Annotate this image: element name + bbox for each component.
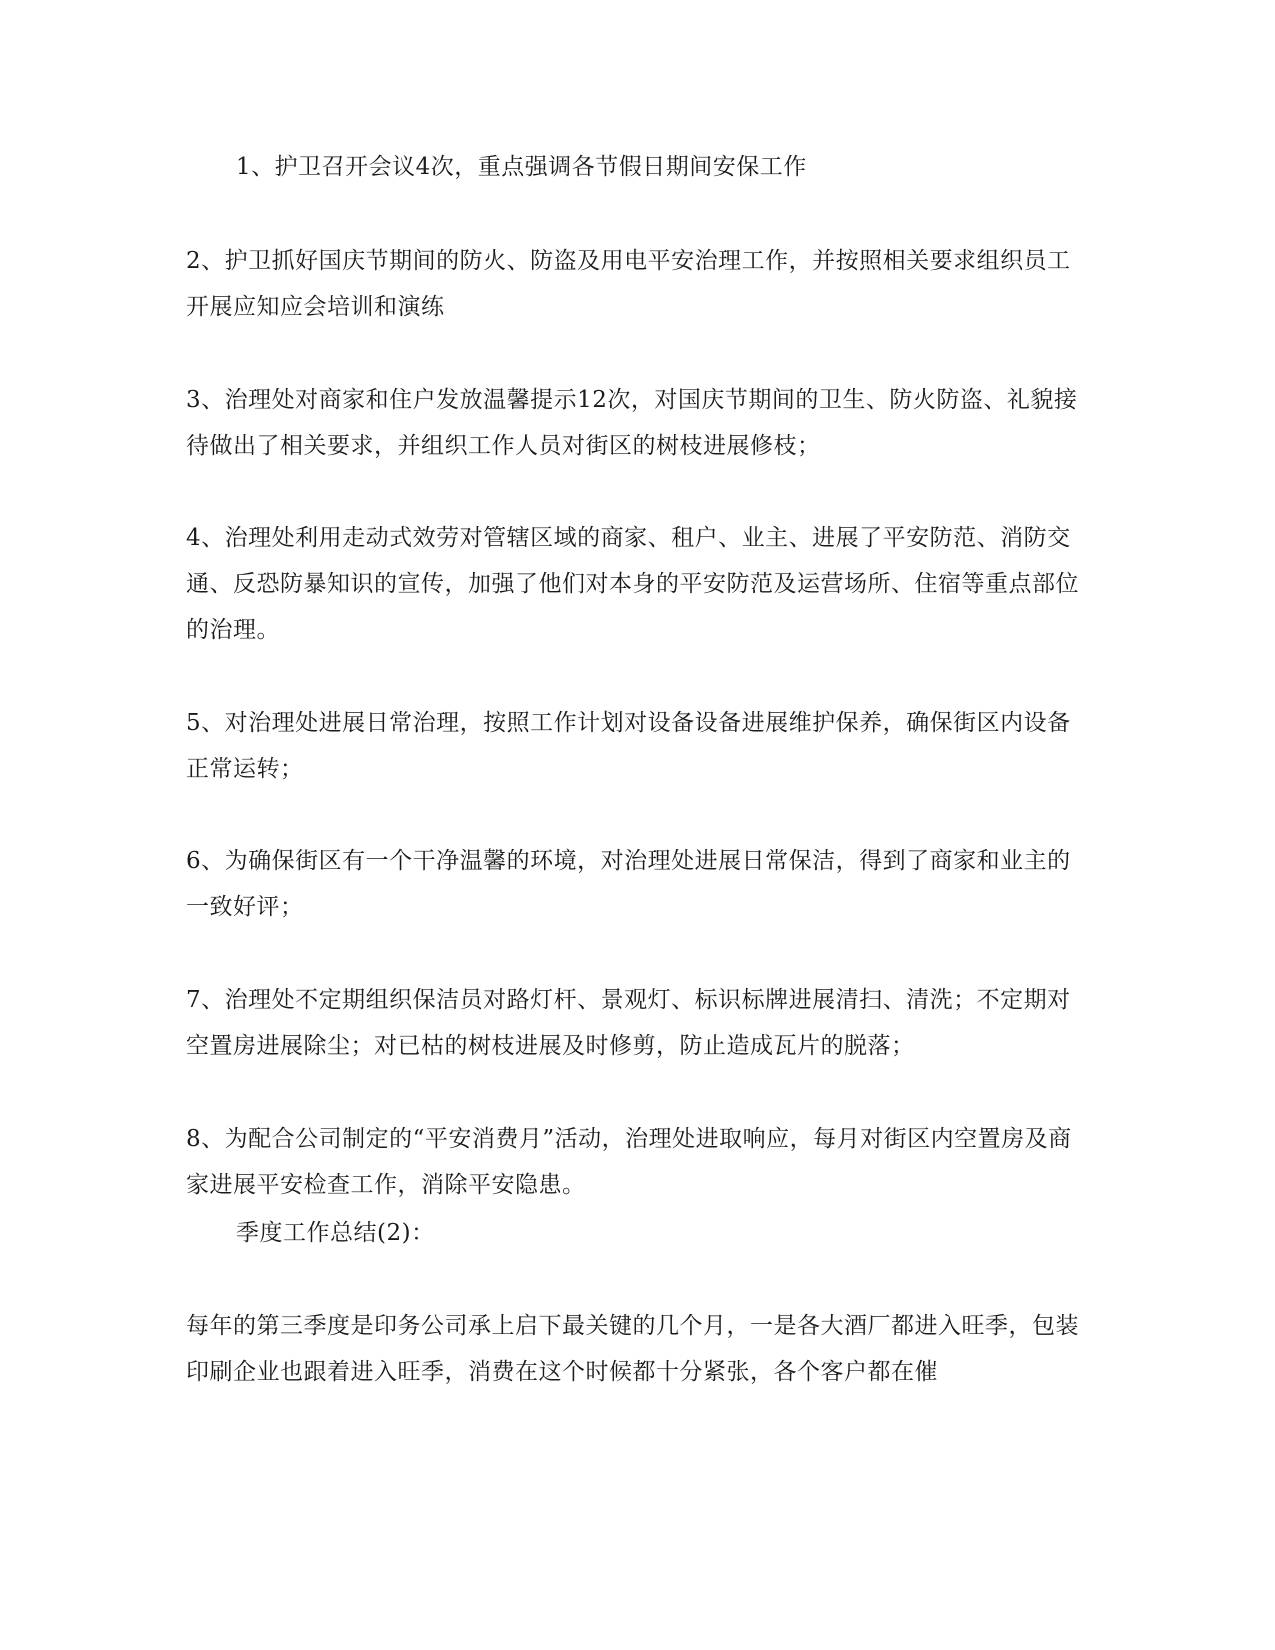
list-item-7: 7、治理处不定期组织保洁员对路灯杆、景观灯、标识标牌进展清扫、清洗；不定期对空置房进展除尘；对已枯的树枝进展及时修剪，防止造成瓦片的脱落； — [186, 987, 1071, 1059]
list-item-8: 8、为配合公司制定的“平安消费月”活动，治理处进取响应，每月对街区内空置房及商家进展平安检查工作，消除平安隐患。 — [186, 1126, 1072, 1198]
list-item-6: 6、为确保街区有一个干净温馨的环境，对治理处进展日常保洁，得到了商家和业主的一致好评； — [186, 848, 1071, 920]
list-item-1: 1、护卫召开会议4次，重点强调各节假日期间安保工作 — [236, 154, 807, 180]
list-item-5: 5、对治理处进展日常治理，按照工作计划对设备设备进展维护保养，确保街区内设备正常运转； — [186, 710, 1071, 782]
section-heading: 季度工作总结(2)： — [236, 1220, 435, 1246]
list-item-2: 2、护卫抓好国庆节期间的防火、防盗及用电平安治理工作，并按照相关要求组织员工开展应知应会培训和演练 — [186, 248, 1071, 320]
list-item-4: 4、治理处利用走动式效劳对管辖区域的商家、租户、业主、进展了平安防范、消防交通、反恐防暴知识的宣传，加强了他们对本身的平安防范及运营场所、住宿等重点部位的治理。 — [186, 525, 1079, 643]
list-item-3: 3、治理处对商家和住户发放温馨提示12次，对国庆节期间的卫生、防火防盗、礼貌接待做出了相关要求，并组织工作人员对街区的树枝进展修枝； — [186, 387, 1078, 459]
closing-paragraph: 每年的第三季度是印务公司承上启下最关键的几个月，一是各大酒厂都进入旺季，包装印刷企业也跟着进入旺季，消费在这个时候都十分紧张，各个客户都在催 — [186, 1313, 1079, 1385]
